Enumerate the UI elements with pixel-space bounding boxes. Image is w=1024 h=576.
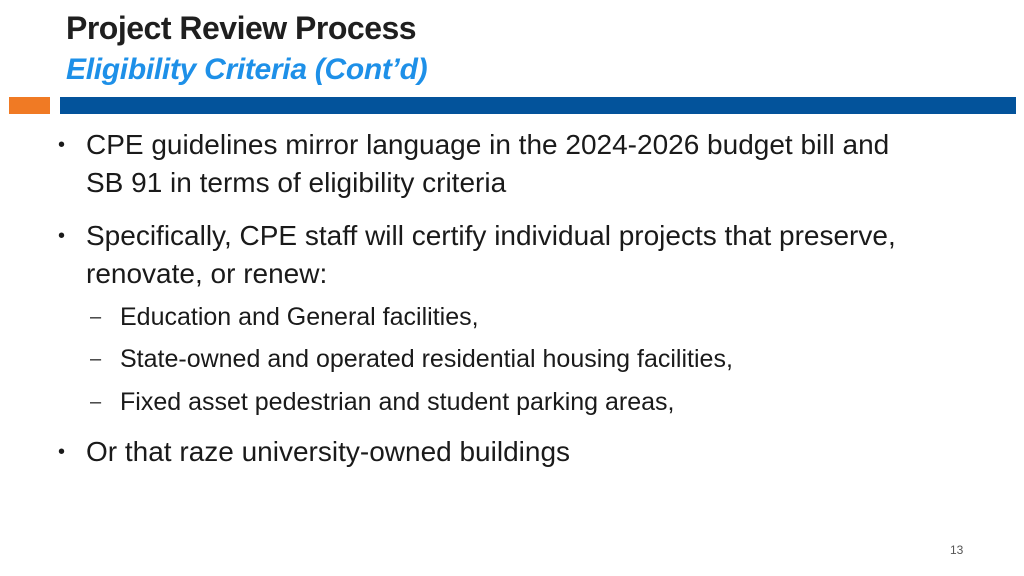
bullet-dot-icon: • — [58, 441, 66, 463]
accent-bar-blue — [60, 97, 1016, 114]
accent-bar-orange — [9, 97, 50, 114]
bullet-dot-icon: • — [58, 134, 66, 156]
slide-subtitle: Eligibility Criteria (Cont’d) — [66, 53, 428, 86]
bullet-line: CPE guidelines mirror language in the 2024-2026 budget bill and — [86, 129, 890, 160]
sub-bullet-text: Education and General facilities, — [120, 303, 479, 331]
sub-bullet-text: State-owned and operated residential housing facilities, — [120, 345, 733, 373]
bullet-dot-icon: • — [58, 225, 66, 247]
bullet-line: Or that raze university-owned buildings — [86, 436, 571, 467]
page-number: 13 — [950, 543, 964, 557]
dash-icon: – — [90, 348, 102, 370]
sub-bullet-text: Fixed asset pedestrian and student parking areas, — [120, 388, 675, 416]
bullet-line: SB 91 in terms of eligibility criteria — [86, 167, 507, 198]
bullet-line: Specifically, CPE staff will certify individual projects that preserve, — [86, 220, 896, 251]
dash-icon: – — [90, 306, 102, 328]
bullet-line: renovate, or renew: — [86, 258, 328, 289]
slide-title: Project Review Process — [66, 10, 417, 46]
dash-icon: – — [90, 391, 102, 413]
